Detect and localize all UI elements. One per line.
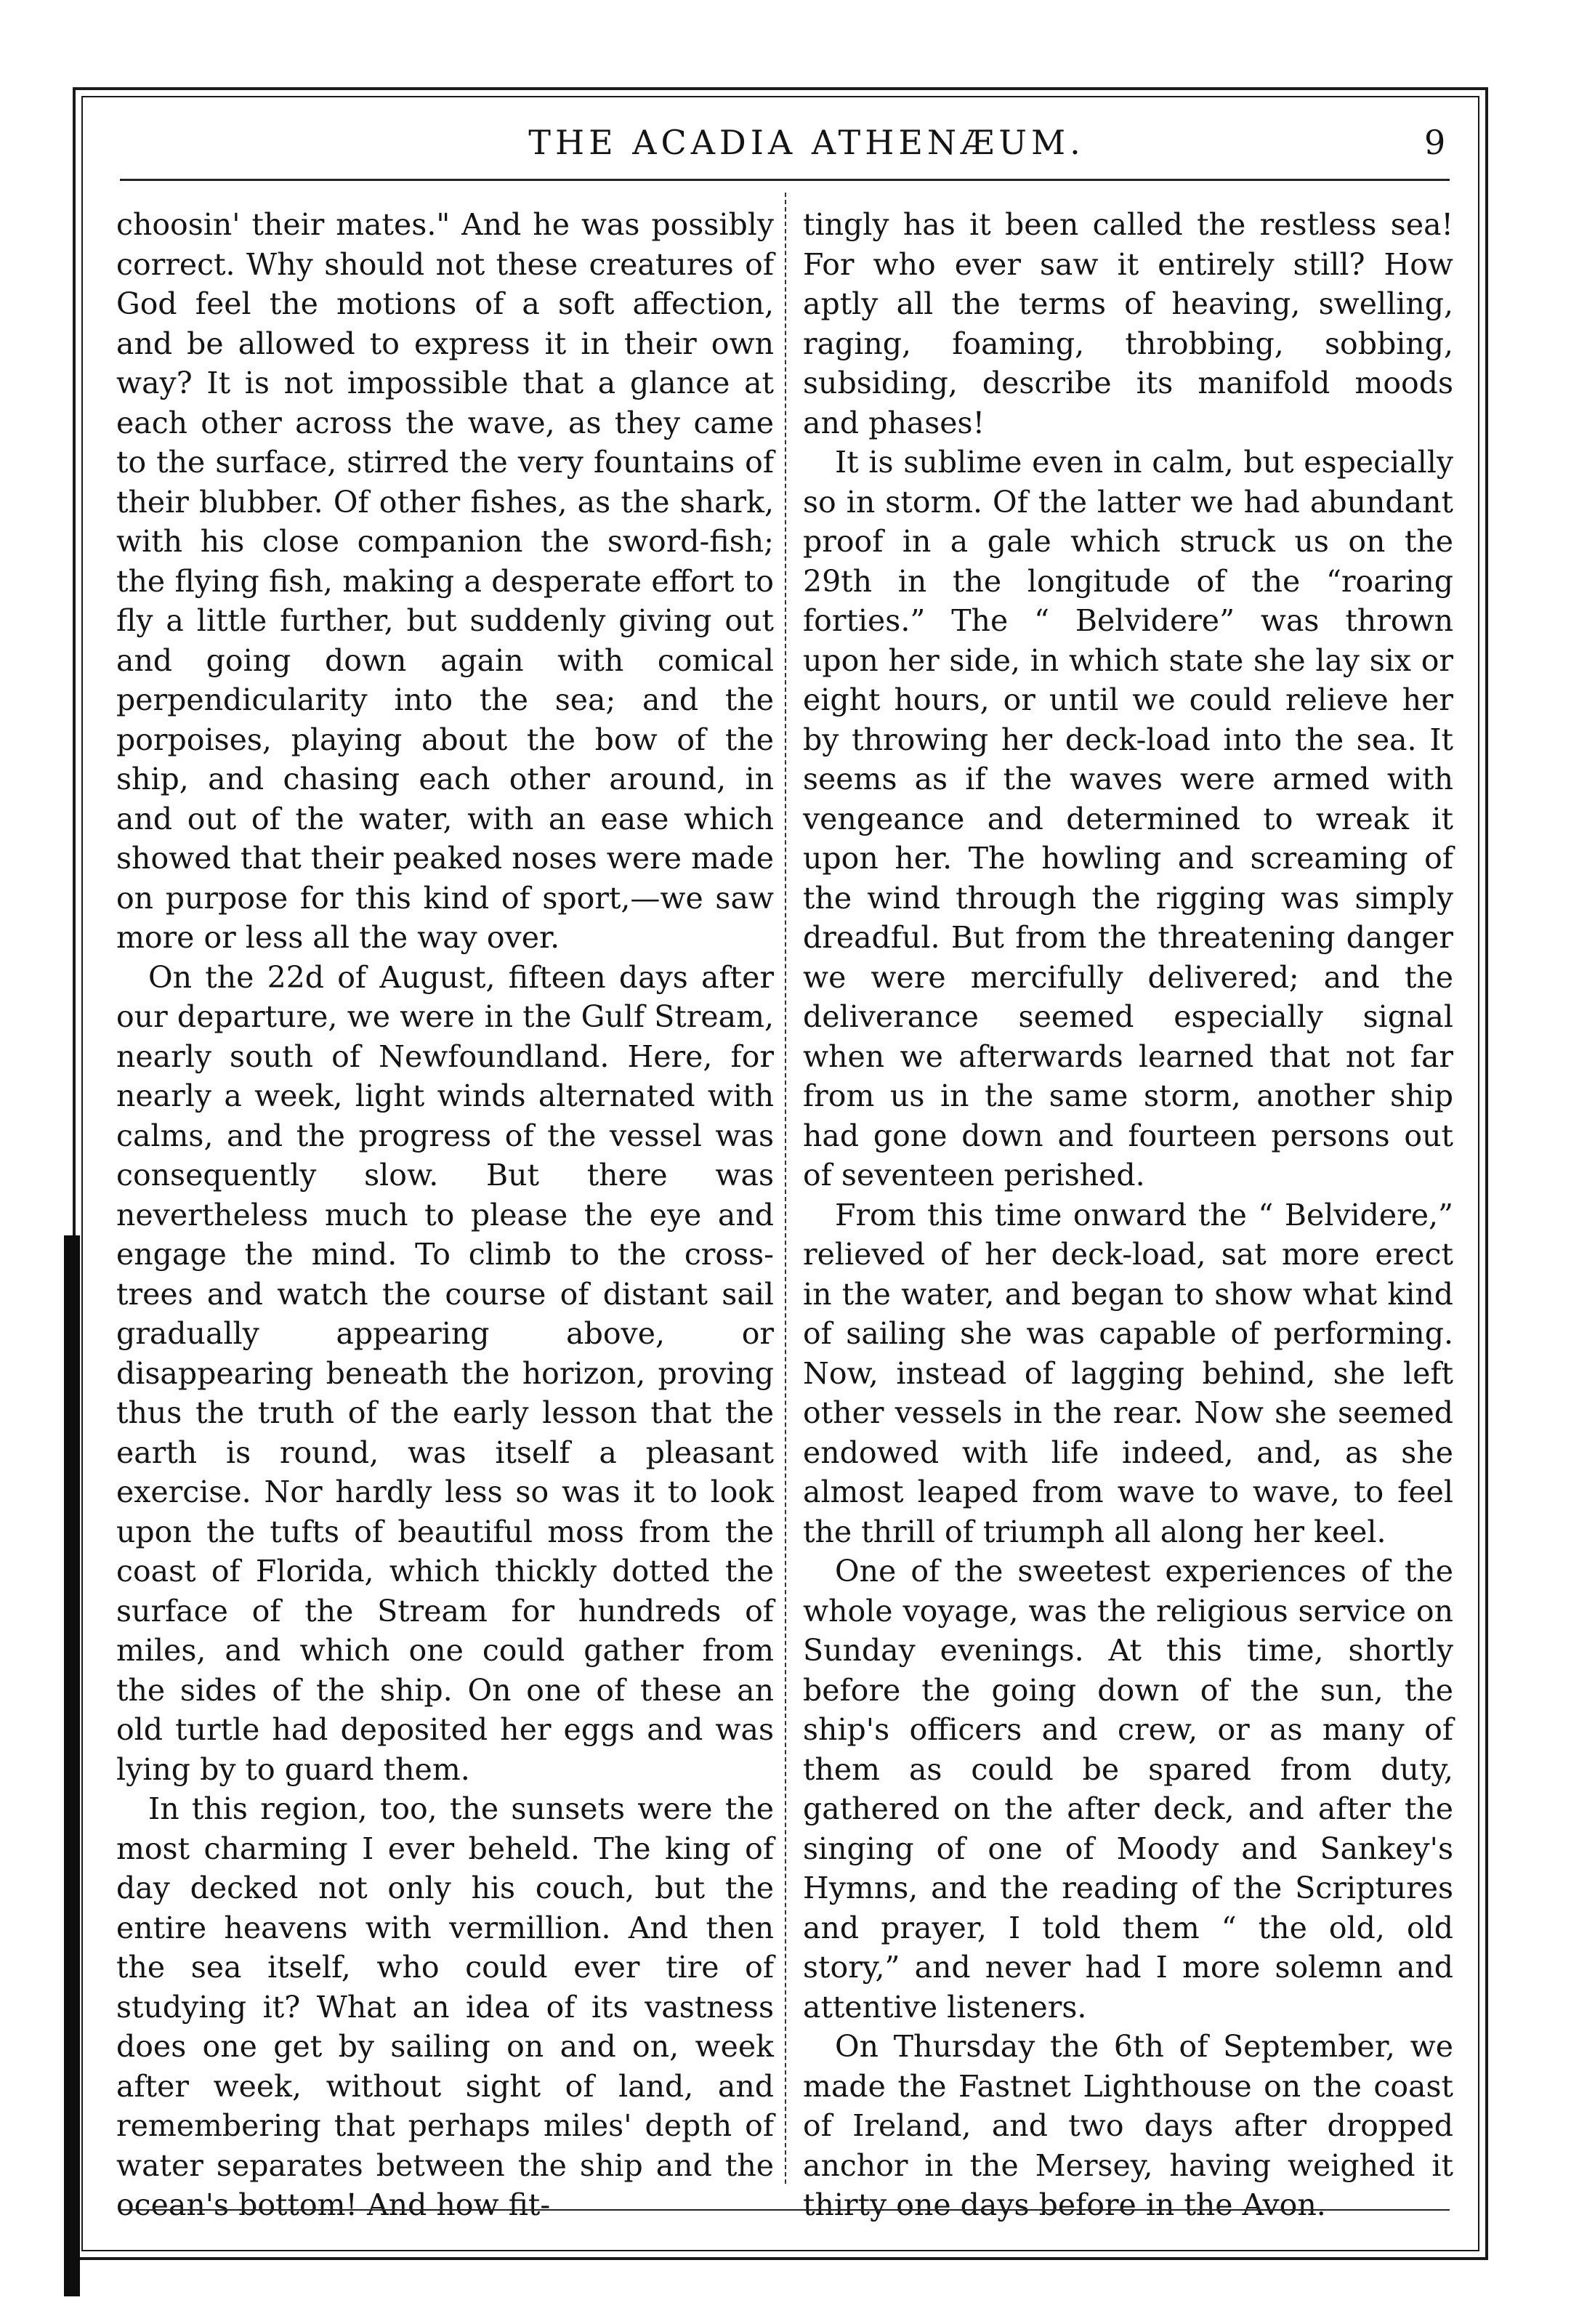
paragraph: choosin' their mates." And he was possibly correct. Why should not these creatures of God feel the motions of a soft affection, and be allowed to express it in their own way? It is not impossible that a glance at each other across the wave, as they came to the surface, stirred the very fountains of their blubber. Of other fishes, as the shark, with his close companion the sword-fish; the flying fish, making a desperate effort to fly a little further, but suddenly giving out and going down again with comical perpendicularity into the sea; and the porpoises, playing about the bow of the ship, and chasing each other around, in and out of the water, with an ease which showed that their peaked noses were made on purpose for this kind of sport,—we saw more or less all the way over.: [116, 207, 774, 955]
running-head-title: THE ACADIA ATHENÆUM.: [528, 123, 1085, 162]
paragraph: On Thursday the 6th of September, we made the Fastnet Lighthouse on the coast of Ireland, and two days after dropped anchor in the Mersey, having weighed it thirty one days before in the Avon.: [803, 2029, 1453, 2222]
column-divider: [785, 193, 786, 2184]
bottom-rule: [120, 2209, 1450, 2211]
paragraph: It is sublime even in calm, but especially so in storm. Of the latter we had abundant proof in a gale which struck us on the 29th in the longitude of the “roaring forties.” The “ Belvidere” was thrown upon her side, in which state she lay six or eight hours, or until we could relieve her by throwing her deck-load into the sea. It seems as if the waves were armed with vengeance and determined to wreak it upon her. The howling and screaming of the wind through the rigging was simply dreadful. But from the threatening danger we were mercifully delivered; and the deliverance seemed especially signal when we afterwards learned that not far from us in the same storm, another ship had gone down and fourteen persons out of seventeen perished.: [803, 445, 1453, 1193]
page-number: 9: [1424, 123, 1446, 162]
left-column: [116, 205, 774, 2225]
binding-shadow: [64, 1235, 80, 2296]
paragraph: In this region, too, the sunsets were the most charming I ever beheld. The king of day decked not only his couch, but the entire heavens with vermillion. And then the sea itself, who could ever tire of studying it? What an idea of its vastness does one get by sailing on and on, week after week, without sight of land, and remembering that perhaps miles' depth of water separates between the ship and the ocean's bottom! And how fit-: [116, 1791, 774, 2222]
paragraph: One of the sweetest experiences of the whole voyage, was the religious service on Sunday evenings. At this time, shortly before the going down of the sun, the ship's officers and crew, or as many of them as could be spared from duty, gathered on the after deck, and after the singing of one of Moody and Sankey's Hymns, and the reading of the Scriptures and prayer, I told them “ the old, old story,” and never had I more solemn and attentive listeners.: [803, 1554, 1453, 2025]
paragraph: tingly has it been called the restless sea! For who ever saw it entirely still? How aptly all the terms of heaving, swelling, raging, foaming, throbbing, sobbing, subsiding, describe its manifold moods and phases!: [803, 207, 1453, 440]
right-column: [803, 205, 1453, 2225]
header-rule: [120, 179, 1450, 181]
paragraph: On the 22d of August, fifteen days after our departure, we were in the Gulf Stream, nearly south of Newfoundland. Here, for nearly a week, light winds alternated with calms, and the progress of the vessel was consequently slow. But there was nevertheless much to please the eye and engage the mind. To climb to the cross-trees and watch the course of distant sail gradually appearing above, or disappearing beneath the horizon, proving thus the truth of the early lesson that the earth is round, was itself a pleasant exercise. Nor hardly less so was it to look upon the tufts of beautiful moss from the coast of Florida, which thickly dotted the surface of the Stream for hundreds of miles, and which one could gather from the sides of the ship. On one of these an old turtle had deposited her eggs and was lying by to guard them.: [116, 959, 774, 1787]
paragraph: From this time onward the “ Belvidere,” relieved of her deck-load, sat more erect in the water, and began to show what kind of sailing she was capable of performing. Now, instead of lagging behind, she left other vessels in the rear. Now she seemed endowed with life indeed, and, as she almost leaped from wave to wave, to feel the thrill of triumph all along her keel.: [803, 1197, 1453, 1549]
